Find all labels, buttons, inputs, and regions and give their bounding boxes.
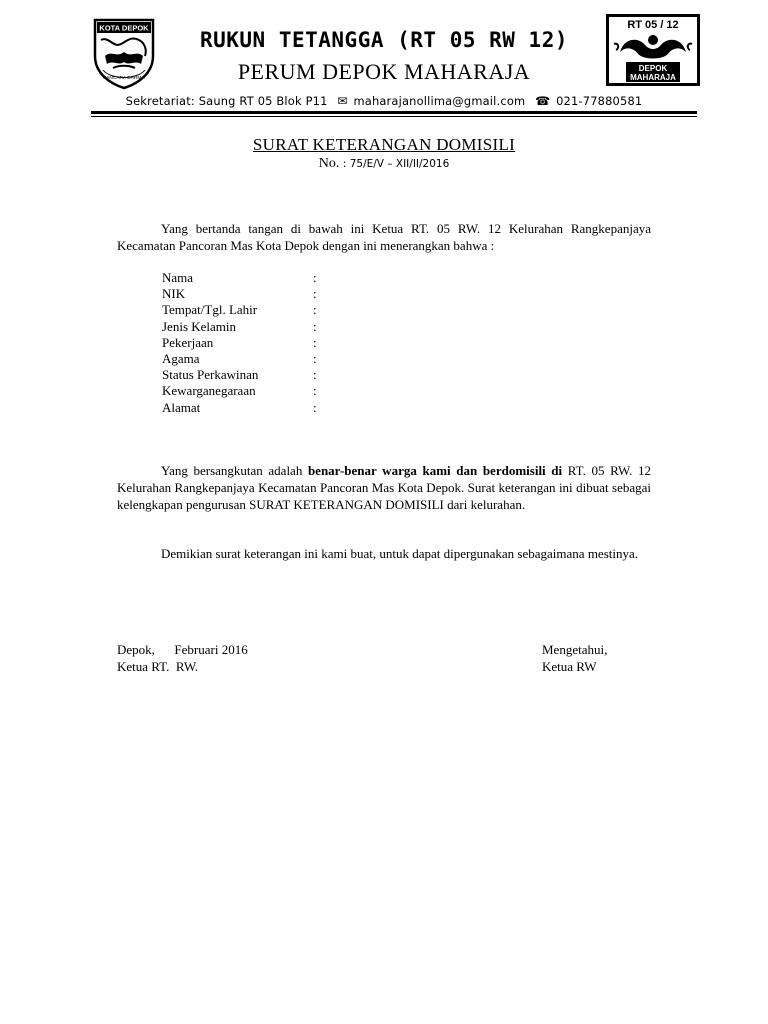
field-colon: : [313, 318, 317, 334]
logo-left-top-text: KOTA DEPOK [99, 23, 149, 33]
field-colon: : [313, 350, 317, 366]
contact-line [100, 94, 668, 108]
statement-rest: RT. 05 RW. 12 Kelurahan Rangkepanjaya Kecamatan Pancoran Mas Kota Depok. Surat keterangan ini dibuat sebagai kelengkapan pengurusan SURAT KETERANGAN DOMISILI dari kelurahan. [117, 463, 651, 512]
field-colon: : [313, 270, 317, 285]
field-label: Status Perkawinan [162, 367, 259, 383]
organization-subtitle: PERUM DEPOK MAHARAJA [237, 59, 531, 84]
logo-right-top-text: RT 05 / 12 [627, 19, 679, 31]
phone-number: 021-77880581 [556, 94, 643, 108]
signature-rw-role: Ketua RW [542, 659, 597, 674]
document-title: SURAT KETERANGAN DOMISILI [252, 135, 516, 154]
document-number [0, 156, 768, 172]
logo-right-bottom-text-2: MAHARAJA [630, 73, 676, 82]
statement-prefix: Yang bersangkutan adalah [161, 463, 308, 478]
kota-depok-logo [91, 18, 157, 90]
field-colon: : [313, 367, 317, 383]
intro-paragraph: Yang bertanda tangan di bawah ini Ketua RT. 05 RW. 12 Kelurahan Rangkepanjaya Kecamatan Pancoran Mas Kota Depok dengan ini menerangkan bahwa : [117, 221, 651, 253]
signature-rt-role: Ketua RT. RW. [117, 659, 199, 674]
closing-paragraph: Demikian surat keterangan ini kami buat, untuk dapat dipergunakan sebagaimana mestinya. [161, 546, 639, 561]
field-label: Agama [162, 350, 200, 366]
field-label: Jenis Kelamin [162, 318, 237, 334]
field-row-address [162, 400, 342, 416]
field-colon: : [313, 302, 317, 318]
identity-fields [162, 270, 342, 416]
rt-maharaja-logo [606, 14, 700, 86]
signature-place-date: Depok, Februari 2016 [117, 642, 248, 657]
field-row-nama [162, 270, 342, 286]
logo-left-bottom-text: PANCARA DARMA [103, 76, 145, 81]
field-colon: : [313, 286, 317, 302]
logo-right-bottom-text-1: DEPOK [638, 64, 668, 73]
letterhead-rule-thick [91, 111, 697, 114]
envelope-icon: ✉ [337, 94, 348, 108]
field-row-citizenship [162, 383, 342, 399]
statement-paragraph [117, 462, 651, 513]
field-label: Alamat [162, 399, 201, 415]
field-row-occupation [162, 335, 342, 351]
secretariat-address: Sekretariat: Saung RT 05 Blok P11 [125, 94, 328, 108]
field-label: Tempat/Tgl. Lahir [162, 302, 258, 318]
document-number-value: : 75/E/V – XII/II/2016 [342, 158, 450, 170]
field-label: Nama [162, 270, 194, 285]
field-colon: : [313, 383, 317, 399]
field-colon: : [313, 334, 317, 350]
field-label: Kewarganegaraan [162, 383, 256, 399]
signature-left [117, 641, 248, 675]
field-row-religion [162, 351, 342, 367]
field-row-marital [162, 367, 342, 383]
organization-title: RUKUN TETANGGA (RT 05 RW 12) [199, 28, 568, 52]
email-address: maharajanollima@gmail.com [353, 94, 526, 108]
telephone-icon: ☎ [535, 94, 551, 108]
signature-right [542, 641, 607, 675]
document-number-label: No. [318, 156, 340, 171]
field-row-nik [162, 286, 342, 302]
field-colon: : [313, 399, 317, 415]
letterhead-rule-thin [91, 116, 697, 117]
field-label: NIK [162, 286, 186, 302]
field-row-gender [162, 319, 342, 335]
statement-bold: benar-benar warga kami dan berdomisili di [307, 463, 563, 478]
signature-acknowledge: Mengetahui, [542, 642, 608, 657]
field-label: Pekerjaan [162, 334, 214, 350]
field-row-birth [162, 302, 342, 318]
